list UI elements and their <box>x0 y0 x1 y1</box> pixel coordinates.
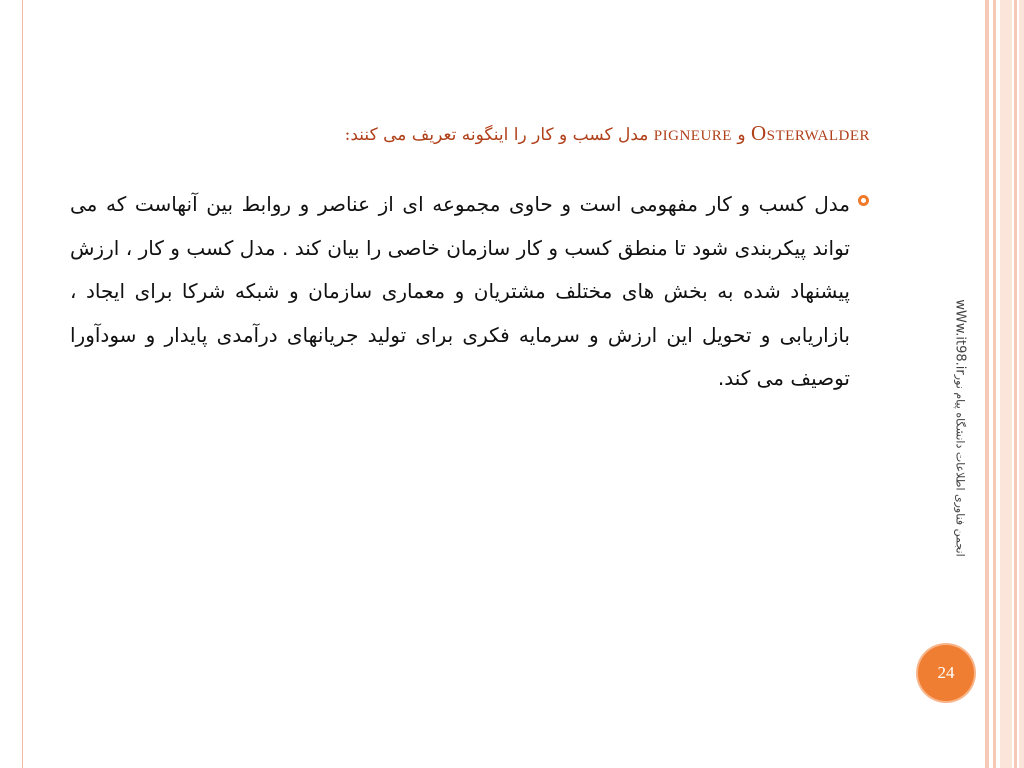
page-number-badge <box>918 645 974 701</box>
title-author-2: pigneure <box>653 121 732 145</box>
vertical-footer-text <box>953 299 968 556</box>
slide-title <box>110 121 870 146</box>
right-frame-stripe <box>1019 0 1024 768</box>
left-frame-line <box>22 0 23 768</box>
site-url: wWw.it98.ir <box>952 299 968 375</box>
title-persian: مدل کسب و کار را اینگونه تعریف می کنند: <box>344 125 649 145</box>
right-frame-stripe <box>1000 0 1012 768</box>
bullet-paragraph: مدل کسب و کار مفهومی است و حاوی مجموعه ای از عناصر و روابط بین آنهاست که می تواند پیکربندی شود تا منطق کسب و کار سازمان خاصی را بیان کند . مدل کسب و کار ، ارزش پیشنهاد شده به بخش های مختلف مشتریان و معماری سازمان و شبکه شرکا برای ایجاد ، بازاریابی و تحویل این ارزش و سرمایه فکری برای تولید جریانهای درآمدی پایدار و سودآورا توصیف می کند. <box>70 192 850 390</box>
page-number: 24 <box>937 663 955 682</box>
site-caption: انجمن فناوری اطلاعات دانشگاه پیام نور <box>953 374 967 557</box>
right-frame-stripe <box>1014 0 1017 768</box>
bullet-icon <box>858 195 869 206</box>
right-frame-stripe <box>985 0 989 768</box>
right-frame-stripe <box>993 0 996 768</box>
title-joiner: و <box>737 125 746 145</box>
title-author-1: Osterwalder <box>750 121 870 145</box>
